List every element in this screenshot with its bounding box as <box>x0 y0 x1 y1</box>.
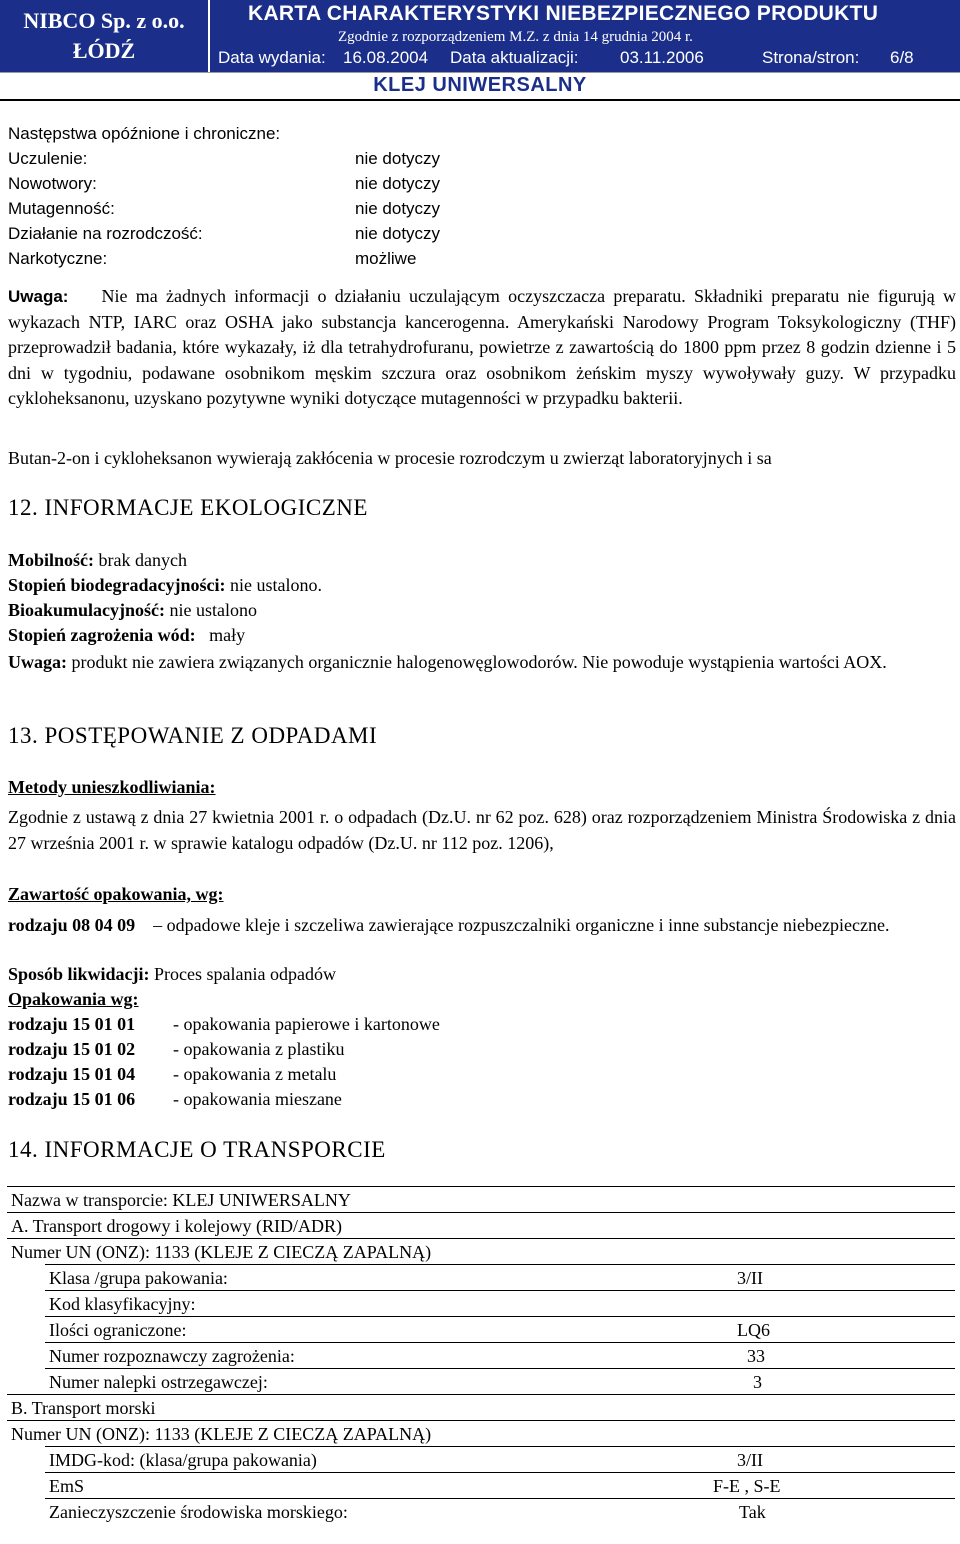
biodegradation-line <box>8 575 322 596</box>
issue-date-label: Data wydania: <box>218 48 326 67</box>
road-un-row <box>7 1238 955 1265</box>
sea-un-number: Numer UN (ONZ): 1133 (KLEJE Z CIECZĄ ZAPALNĄ) <box>11 1424 432 1444</box>
biodegradation-value: nie ustalono. <box>230 575 323 595</box>
ecology-note-text: produkt nie zawiera związanych organicznie halogenowęglowodorów. Nie powoduje wystąpienia wartości AOX. <box>71 652 887 672</box>
water-hazard-label: Stopień zagrożenia wód: <box>8 625 196 645</box>
page-number: 6/8 <box>890 48 914 67</box>
packaging-code: rodzaju 15 01 04 <box>8 1064 136 1084</box>
package-content-label: Zawartość opakowania, wg: <box>8 884 224 904</box>
sea-row-value: F-E , S-E <box>713 1476 781 1496</box>
package-content <box>8 913 956 939</box>
regulation-note: Zgodnie z rozporządzeniem M.Z. z dnia 14 grudnia 2004 r. <box>338 29 693 45</box>
packaging-item <box>8 1064 336 1085</box>
disposal-method-label: Sposób likwidacji: <box>8 964 150 984</box>
disposal-methods-label: Metody unieszkodliwiania: <box>8 777 216 797</box>
packaging-item <box>8 1089 342 1110</box>
road-un-number: Numer UN (ONZ): 1133 (KLEJE Z CIECZĄ ZAPALNĄ) <box>11 1242 432 1262</box>
company-block <box>0 0 208 72</box>
chronic-label-cancer: Nowotwory: <box>8 174 97 193</box>
chronic-label-mutagenicity: Mutagenność: <box>8 199 115 218</box>
bioaccumulation-line <box>8 600 257 621</box>
chronic-label-sensitisation: Uczulenie: <box>8 149 88 168</box>
sea-row <box>45 1498 955 1525</box>
sea-row <box>45 1446 955 1473</box>
chronic-value-sensitisation: nie dotyczy <box>355 149 441 168</box>
road-row <box>45 1342 955 1369</box>
water-hazard-value: mały <box>209 625 246 645</box>
company-city: ŁÓDŹ <box>72 38 136 63</box>
note-text: Nie ma żadnych informacji o działaniu uczulającym oczyszczacza preparatu. Składniki preparatu nie figurują w wykazach NTP, IARC oraz OSHA jako substancja kancerogenna. Amerykański Narodowy Program Toksykologiczny (THF) przeprowadził badania, które wykazały, iż dla tetrahydrofuranu, powietrze z zawartością do 1800 ppm przez 8 godzin dzienne i 5 dni w tygodniu, podawane osobnikom męskim szczura oraz osobnikom żeńskim myszy wywoływały guzy. W przypadku cykloheksanonu, uzyskano pozytywne wyniki dotyczące mutagenności w przypadku bakterii. <box>8 286 957 408</box>
page-label: Strona/stron: <box>762 48 860 67</box>
road-row-label: Kod klasyfikacyjny: <box>49 1294 196 1314</box>
sea-heading-row <box>7 1394 955 1421</box>
packaging-text: - opakowania z plastiku <box>173 1039 345 1059</box>
toxicology-note <box>8 284 956 412</box>
road-row <box>45 1368 955 1395</box>
section-14-title: 14. INFORMACJE O TRANSPORCIE <box>8 1137 386 1162</box>
water-hazard-line <box>8 625 245 646</box>
bioaccumulation-label: Bioakumulacyjność: <box>8 600 166 620</box>
road-row-label: Ilości ograniczone: <box>49 1320 187 1340</box>
document-header <box>0 0 960 100</box>
sea-row <box>45 1472 955 1499</box>
ecology-note-label: Uwaga: <box>8 652 67 672</box>
reproduction-note: Butan-2-on i cykloheksanon wywierają zakłócenia w procesie rozrodczym u zwierząt laboratoryjnych i sa <box>8 448 772 468</box>
sea-row-label: EmS <box>49 1476 85 1496</box>
packaging-text: - opakowania mieszane <box>173 1089 342 1109</box>
road-row-value: 3 <box>753 1372 762 1392</box>
road-row-value: 3/II <box>737 1268 763 1288</box>
chronic-value-cancer: nie dotyczy <box>355 174 441 193</box>
packaging-text: - opakowania z metalu <box>173 1064 337 1084</box>
road-row-label: Numer rozpoznawczy zagrożenia: <box>49 1346 295 1366</box>
sea-row-label: IMDG-kod: (klasa/grupa pakowania) <box>49 1450 317 1470</box>
mobility-line <box>8 550 187 571</box>
packaging-code: rodzaju 15 01 01 <box>8 1014 136 1034</box>
sea-row-value: Tak <box>739 1502 766 1522</box>
header-info <box>210 0 960 72</box>
road-row <box>45 1290 955 1317</box>
sea-heading: B. Transport morski <box>11 1398 156 1418</box>
ecology-note <box>8 650 956 676</box>
packaging-label: Opakowania wg: <box>8 989 139 1009</box>
road-row-label: Klasa /grupa pakowania: <box>49 1268 228 1288</box>
sea-row-label: Zanieczyszczenie środowiska morskiego: <box>49 1502 348 1522</box>
packaging-item <box>8 1039 344 1060</box>
packaging-code: rodzaju 15 01 02 <box>8 1039 136 1059</box>
transport-name: Nazwa w transporcie: KLEJ UNIWERSALNY <box>11 1190 351 1210</box>
biodegradation-label: Stopień biodegradacyjności: <box>8 575 226 595</box>
section-13-title: 13. POSTĘPOWANIE Z ODPADAMI <box>8 723 378 748</box>
sea-row-value: 3/II <box>737 1450 763 1470</box>
road-row-label: Numer nalepki ostrzegawczej: <box>49 1372 268 1392</box>
chronic-label-narcotic: Narkotyczne: <box>8 249 108 268</box>
product-name: KLEJ UNIWERSALNY <box>373 74 587 96</box>
package-content-code: rodzaju 08 04 09 <box>8 915 136 935</box>
road-heading-row <box>7 1212 955 1239</box>
packaging-item <box>8 1014 440 1035</box>
mobility-value: brak danych <box>98 550 187 570</box>
mobility-label: Mobilność: <box>8 550 95 570</box>
update-date: 03.11.2006 <box>620 48 704 67</box>
disposal-methods-text: Zgodnie z ustawą z dnia 27 kwietnia 2001 r. o odpadach (Dz.U. nr 62 poz. 628) oraz rozporządzeniem Ministra Środowiska z dnia 27 września 2001 r. w sprawie katalogu odpadów (Dz.U. nr 112 poz. 1206), <box>8 807 956 853</box>
packaging-code: rodzaju 15 01 06 <box>8 1089 136 1109</box>
header-rule <box>0 99 960 101</box>
road-row-value: LQ6 <box>737 1320 770 1340</box>
chronic-heading: Następstwa opóźnione i chroniczne: <box>8 124 281 143</box>
chronic-value-mutagenicity: nie dotyczy <box>355 199 441 218</box>
issue-date: 16.08.2004 <box>343 48 429 67</box>
packaging-text: - opakowania papierowe i kartonowe <box>173 1014 440 1034</box>
section-12-title: 12. INFORMACJE EKOLOGICZNE <box>8 495 368 520</box>
road-heading: A. Transport drogowy i kolejowy (RID/ADR) <box>11 1216 342 1236</box>
road-row <box>45 1264 955 1291</box>
document-title: KARTA CHARAKTERYSTYKI NIEBEZPIECZNEGO PRODUKTU <box>248 2 879 25</box>
transport-name-row <box>7 1186 955 1213</box>
disposal-method-line <box>8 964 336 985</box>
chronic-value-reproduction: nie dotyczy <box>355 224 441 243</box>
road-row-value: 33 <box>747 1346 765 1366</box>
chronic-value-narcotic: możliwe <box>355 249 417 268</box>
sea-un-row <box>7 1420 955 1447</box>
disposal-method-value: Proces spalania odpadów <box>154 964 336 984</box>
company-name: NIBCO Sp. z o.o. <box>23 8 185 33</box>
header-divider <box>0 72 960 73</box>
chronic-label-reproduction: Działanie na rozrodczość: <box>8 224 203 243</box>
bioaccumulation-value: nie ustalono <box>169 600 258 620</box>
package-content-text: – odpadowe kleje i szczeliwa zawierające rozpuszczalniki organiczne i inne substancje niebezpieczne. <box>153 915 890 935</box>
update-date-label: Data aktualizacji: <box>450 48 579 67</box>
note-label: Uwaga: <box>8 287 69 306</box>
road-row <box>45 1316 955 1343</box>
